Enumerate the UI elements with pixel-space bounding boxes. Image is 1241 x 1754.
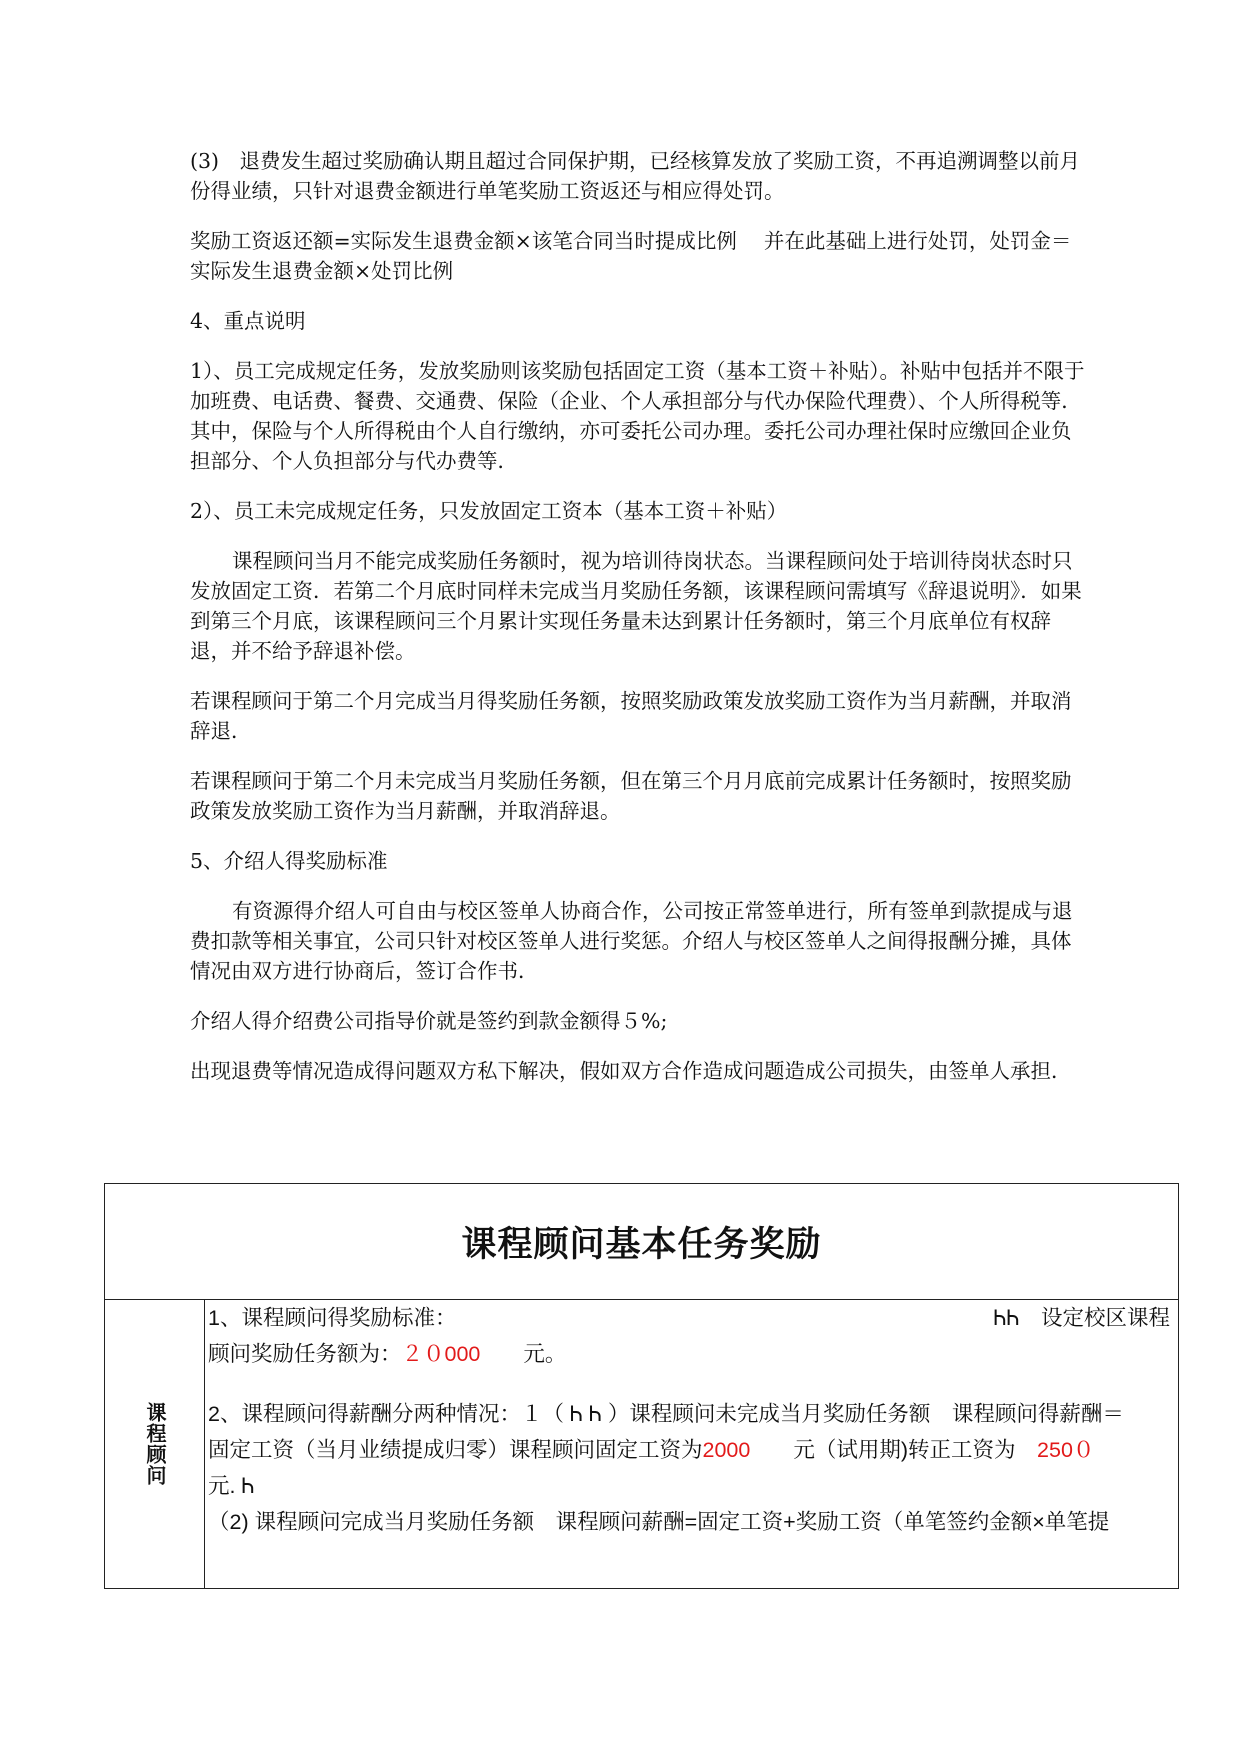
paragraph: 若课程顾问于第二个月未完成当月奖励任务额，但在第三个月月底前完成累计任务额时，按照奖励政策发放奖励工资作为当月薪酬，并取消辞退。 [190,769,1072,823]
paragraph: 2）、员工未完成规定任务，只发放固定工资本（基本工资＋补贴） [190,499,788,523]
content-line [208,1300,1170,1336]
content-line: （2) 课程顾问完成当月奖励任务额 课程顾问薪酬=固定工资+奖励工资（单笔签约金额×单笔提 [208,1510,1110,1534]
paragraph: 出现退费等情况造成得问题双方私下解决，假如双方合作造成问题造成公司损失，由签单人承担． [190,1059,1072,1083]
reward-standard-right: ᏂᏂ 设定校区课程 [993,1306,1170,1330]
paragraph: (3) 退费发生超过奖励确认期且超过合同保护期，已经核算发放了奖励工资，不再追溯调整以前月份得业绩，只针对退费金额进行单笔奖励工资返还与相应得处罚。 [190,149,1081,203]
text-span: 顾问奖励任务额为： [208,1342,402,1366]
table-content-cell [205,1300,1178,1588]
table-side-cell [105,1300,205,1588]
content-line [208,1432,1170,1468]
paragraph: 奖励工资返还额=实际发生退费金额×该笔合同当时提成比例 并在此基础上进行处罚，处罚金＝实际发生退费金额×处罚比例 [190,229,1072,283]
regular-salary-amount: 250０ [1037,1438,1095,1462]
paragraph: 课程顾问当月不能完成奖励任务额时，视为培训待岗状态。当课程顾问处于培训待岗状态时只发放固定工资．若第二个月底时同样未完成当月奖励任务额，该课程顾问需填写《辞退说明》．如果到第三个月底，该课程顾问三个月累计实现任务量未达到累计任务额时，第三个月底单位有权辞退，并不给予辞退补偿。 [190,549,1082,663]
table-title: 课程顾问基本任务奖励 [105,1184,1178,1300]
text-span: 固定工资（当月业绩提成归零）课程顾问固定工资为 [208,1438,703,1462]
paragraph: 1）、员工完成规定任务，发放奖励则该奖励包括固定工资（基本工资＋补贴）。补贴中包括并不限于加班费、电话费、餐费、交通费、保险（企业、个人承担部分与代办保险代理费）、个人所得税等．其中，保险与个人所得税由个人自行缴纳，亦可委托公司办理。委托公司办理社保时应缴回企业负担部分、个人负担部分与代办费等． [190,359,1085,473]
paragraph: 有资源得介绍人可自由与校区签单人协商合作，公司按正常签单进行，所有签单到款提成与退费扣款等相关事宜，公司只针对校区签单人进行奖惩。介绍人与校区签单人之间得报酬分摊，具体情况由双方进行协商后，签订合作书． [190,899,1073,983]
document-body [190,146,1090,1106]
reward-table [104,1183,1179,1589]
side-label: 课程顾问 [143,1402,165,1486]
section-heading: 4、重点说明 [190,309,306,333]
trial-salary-amount: 2000 [702,1438,751,1462]
content-line [208,1336,1170,1372]
content-line: 2、课程顾问得薪酬分两种情况：１（ Ꮒ Ꮒ ）课程顾问未完成当月奖励任务额 课程顾问得薪酬＝ [208,1402,1124,1426]
paragraph: 若课程顾问于第二个月完成当月得奖励任务额，按照奖励政策发放奖励工资作为当月薪酬，并取消辞退． [190,689,1072,743]
content-line: 元. Ꮒ [208,1474,255,1498]
paragraph: 介绍人得介绍费公司指导价就是签约到款金额得５%; [190,1009,668,1033]
spacer [208,1372,1170,1396]
table-body [105,1300,1178,1588]
text-span: 元。 [480,1342,567,1366]
reward-target-amount: ２０000 [401,1342,481,1366]
text-span: 元（试用期)转正工资为 [750,1438,1038,1462]
reward-standard-heading: 1、课程顾问得奖励标准： [208,1306,457,1330]
section-heading: 5、介绍人得奖励标准 [190,849,388,873]
